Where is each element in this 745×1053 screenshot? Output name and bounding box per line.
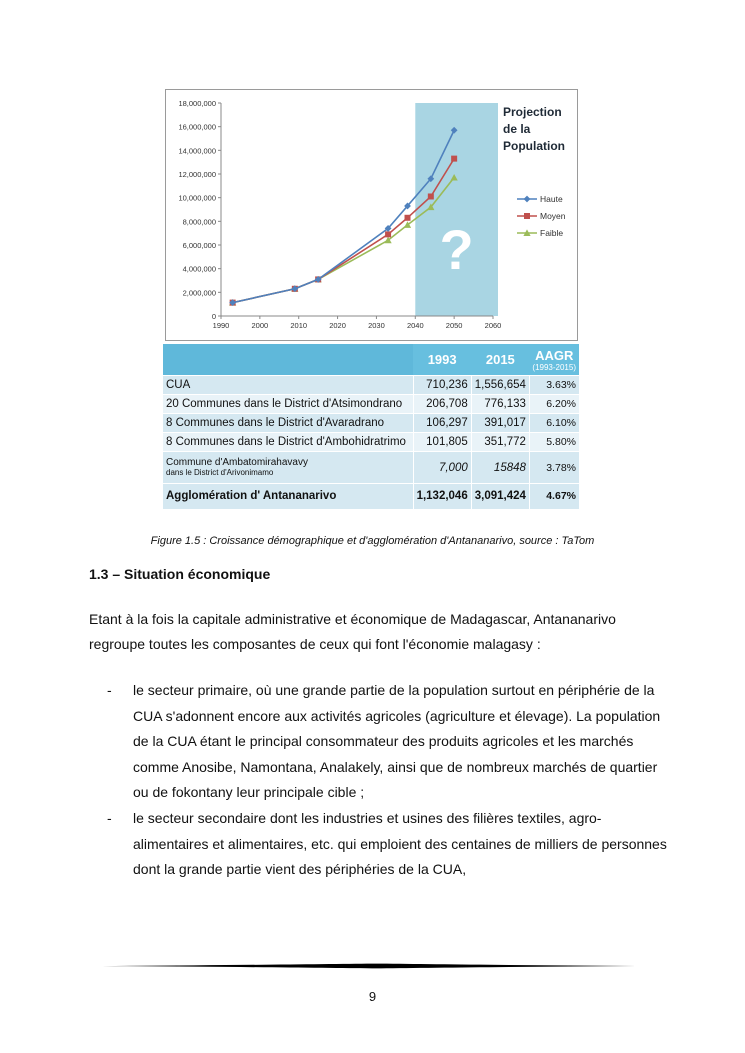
row-2015: 776,133: [471, 395, 529, 414]
population-chart-svg: [166, 90, 579, 342]
row-1993: 710,236: [413, 376, 471, 395]
row-2015: 391,017: [471, 414, 529, 433]
list-item-text: le secteur primaire, où une grande partie de la population surtout en périphérie de la CUA s'adonnent encore aux activités agricoles (agriculture et élevage). La population de la CUA étant le principal consommateur des produits agricoles et les marchés comme Anosibe, Namontana, Analakely, ainsi que de nombreux marchés de quartier ou de fokontany leur principale cible ;: [133, 682, 661, 801]
y-tick-label: 8,000,000: [182, 217, 216, 227]
row-label: 20 Communes dans le District d'Atsimondrano: [166, 398, 403, 410]
row-1993: 101,805: [413, 433, 471, 452]
chart-title-line: Population: [503, 139, 565, 153]
list-item: [107, 678, 667, 806]
table-row: [163, 395, 579, 414]
sector-list: [107, 678, 667, 883]
table-row: [163, 414, 579, 433]
table-header-1993: 1993: [413, 344, 471, 376]
row-label-line2: dans le District d'Arivonimamo: [166, 468, 274, 477]
x-tick-label: 2050: [445, 321, 463, 330]
row-2015: 351,772: [471, 433, 529, 452]
y-tick-label: 6,000,000: [182, 241, 216, 250]
y-tick-label: 16,000,000: [178, 122, 216, 132]
table-row: [163, 433, 579, 452]
table-header-row: [163, 344, 579, 376]
total-1993: 1,132,046: [413, 484, 471, 509]
legend-marker-moyen: [524, 213, 530, 219]
row-aagr: 3.78%: [529, 452, 579, 484]
section-heading: 1.3 – Situation économique: [89, 566, 271, 582]
population-table: [163, 344, 579, 509]
bullet-dash: -: [107, 682, 112, 698]
table-row: [163, 452, 579, 484]
row-label: 8 Communes dans le District d'Avaradrano: [166, 417, 385, 429]
y-tick-label: 0: [211, 312, 216, 321]
table-row: [163, 376, 579, 395]
row-aagr: 6.20%: [529, 395, 579, 414]
x-tick-label: 2030: [368, 321, 385, 330]
footer-rule: [102, 961, 642, 971]
table-header-2015: 2015: [471, 344, 529, 376]
total-label: Agglomération d' Antananarivo: [166, 490, 337, 503]
x-tick-label: 2020: [329, 321, 346, 330]
data-point-moyen: [451, 156, 457, 162]
row-1993: 106,297: [413, 414, 471, 433]
row-1993: 7,000: [413, 452, 471, 484]
y-tick-label: 14,000,000: [178, 146, 216, 156]
aagr-period: (1993-2015): [532, 362, 576, 372]
row-label: 8 Communes dans le District d'Ambohidratrimo: [166, 436, 406, 448]
x-tick-label: 2040: [406, 321, 424, 330]
x-tick-label: 2010: [290, 321, 308, 330]
row-2015: 15848: [471, 452, 529, 484]
row-aagr: 6.10%: [529, 414, 579, 433]
y-tick-label: 10,000,000: [178, 193, 216, 203]
list-item-text: le secteur secondaire dont les industries et usines des filières textiles, agro-alimentaires et alimentaires, etc. qui emploient des centaines de milliers de personnes dont la grande partie vient des périphéries de la CUA,: [133, 809, 667, 878]
row-label: [163, 452, 413, 484]
data-point-moyen: [428, 193, 434, 199]
y-tick-label: 18,000,000: [178, 99, 216, 108]
table-total-row: [163, 484, 579, 509]
legend-label-moyen: Moyen: [540, 211, 566, 221]
table-header-label: [163, 344, 413, 376]
x-tick-label: 2000: [251, 321, 269, 330]
intro-paragraph: Etant à la fois la capitale administrative et économique de Madagascar, Antananarivo regroupe toutes les composantes de ceux qui font l'économie malagasy :: [89, 611, 616, 652]
total-2015: 3,091,424: [471, 484, 529, 509]
x-tick-label: 1990: [212, 321, 230, 330]
table-header-aagr: [529, 344, 579, 376]
x-tick-label: 2060: [484, 321, 502, 330]
legend-marker-haute: [524, 196, 531, 203]
list-item: [107, 806, 667, 883]
population-chart: [165, 89, 578, 341]
projection-question-mark: ?: [439, 217, 474, 281]
total-aagr: 4.67%: [529, 484, 579, 509]
legend-label-haute: Haute: [540, 194, 563, 204]
page-number: 9: [368, 989, 377, 1004]
y-tick-label: 2,000,000: [182, 288, 216, 298]
chart-title-line: de la: [503, 122, 531, 136]
row-aagr: 3.63%: [529, 376, 579, 395]
row-label: CUA: [166, 379, 191, 391]
row-label-line1: Commune d'Ambatomirahavavy: [166, 457, 308, 468]
row-2015: 1,556,654: [471, 376, 529, 395]
figure-caption: Figure 1.5 : Croissance démographique et d'agglomération d'Antananarivo, source : TaTom: [150, 535, 595, 547]
aagr-label: AAGR: [535, 347, 574, 363]
y-tick-label: 12,000,000: [178, 170, 216, 179]
bullet-dash: -: [107, 809, 112, 826]
data-point-moyen: [405, 215, 411, 221]
legend-label-faible: Faible: [540, 228, 564, 238]
y-tick-label: 4,000,000: [182, 264, 216, 274]
row-aagr: 5.80%: [529, 433, 579, 452]
chart-title-line: Projection: [503, 105, 562, 119]
data-point-moyen: [385, 231, 391, 237]
row-1993: 206,708: [413, 395, 471, 414]
